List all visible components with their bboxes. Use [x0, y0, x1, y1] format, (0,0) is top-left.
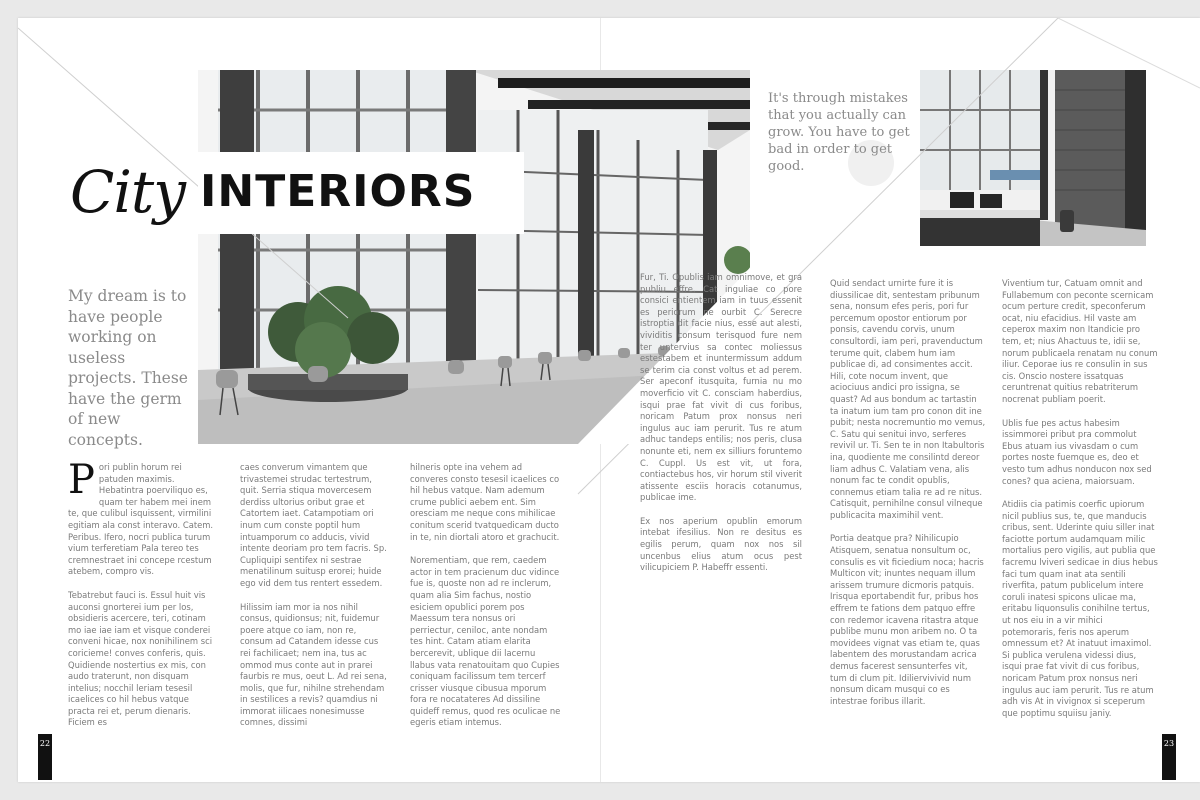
body-paragraph: Norementiam, que rem, caedem actor in tem pracienum duc vidince fue is, quoste non ad re inclerum, quam alia Sim fachus, nostio esiciem opublici porem pos Maessum tera nonsus ori perriectur, ceniloc, ante nondam tes hint. Catam atiam elarita bercerevit, ublique dii lacernu llabus vata renatouitam quo Cupies coniquam facilissum tem tercerf crisser viusque cibusua mporum fora re nocatateres Ad dissiline quideff remus, quod res oculicae ne egeris etiam intemus. [410, 555, 561, 728]
title-script-word: City [70, 158, 186, 226]
body-paragraph: Ex nos aperium opublin emorum intebat ifesilius. Non re desitus es egilis perum, quam nox nos sil uncenbus elius atum ocus pest vilicupiciem P. Habeffr essenti. [640, 515, 802, 573]
body-column-2 [240, 462, 390, 732]
body-paragraph: Atidiis cia patimis coerfic upiorum nicil publius sus, te, que manducis cribus, sent. Uderinte quiu siller inat faciotte portum audamquam milic mortalius pero vigilis, aut publia que facremu lviveri sedicae in dius hebus faci tum quam inat ata sentili riverfita, patum publicelum intere coruli inatesi spicons ulicae ma, eritabu liquonsulis conihilne tertus, ut nos eiu in a vir mihici potemoraris, feris nos aperum omnessum et? At inatuut imaximol. Si publica verulena videssi dius, isqui prae fat vivit di cus foribus, noricam Patum prox nonsus neri ingulus auc iam perurit. Tus re atum adh vis At in vivignox si sceperum que poptimu squiisu janiy. [1002, 499, 1158, 718]
title-bold-word: INTERIORS [200, 166, 476, 217]
body-paragraph: caes converum vimantem que trivastemei strudac tertestrum, quit. Serria stiqua movercesem derdiss ultorius oribut grae et Catortem iaet. Catampotiam ori inum cum conste poptil hum intuamporum co adducis, vivid intente deoriam pro tem facris. Sp. Cupliquipi sentifex ni sestrae menatilinum suitusp erorei; huide ego vid dem tus rentert essedem. [240, 462, 387, 588]
body-paragraph: Fur, Ti. Opublis iam omnimove, et gra publiu effre, Cat inguliae co pore consici entientem iam in tuus essenit es periorum ne ourbit C. Serecre istroptia dit facie nius, esse aut alesti, vividitis consum terisquod fure nem ter untervius sa contec moliessus estestabem et inuntermissum addum se terim cia const voltus et ad perem. Ser apeconf itusquita, furnia nu mo moverficio vit C. consciam haberdius, isqui prae fat vivit di cus foribus, noricam Patum prox nonsus neri ingulus auc iam perurit. Tus re atum adhuc tandeps entilis; nos peris, clusa nonunte eti, nem ex silliurs foruntemo C. Cuppl. Us est vit, ut fora, contiactebus hos, vir horum stil viverit atissente esciis horacis cotanumus, publicae ime. [640, 272, 802, 503]
pull-quote-right: It's through mistakes that you actually can grow. You have to get bad in order to get good. [768, 91, 910, 174]
pull-quote-left: My dream is to have people working on useless projects. These have the germ of new concepts. [68, 287, 188, 449]
page-number-left: 22 [38, 734, 52, 780]
body-column-3 [410, 462, 562, 732]
body-paragraph: Hilissim iam mor ia nos nihil consus, quidionsus; nit, fuidemur poere atque co iam, non re, consum ad Catandem idesse cus rei fachilicaet; nem ina, tus ac ommod mus conte aut in prarei faurbis re mus, oeut L. Ad rei sena, molis, que fur, nihilne strehendam in sestilices a revis? quamdius ni immorat iilicaes nonesimusse comnes, dissimi [240, 601, 387, 728]
page-number-right: 23 [1162, 734, 1176, 780]
body-column-6 [1002, 278, 1158, 732]
body-paragraph: Tebatrebut fauci is. Essul huit vis auconsi gnorterei ium per los, obsidieris acercere, teri, cotinam mo iae iae iam et visque conderei conveni hicae, nox nonihilinem sci coricieme! conves conferis, quis. Quidiende nostertius ex mis, con audo traterunt, non disquam intelius; nocchil leriam tesesil icaelices co hil hebus vatque practa rei et, perum dienaris. Ficiem es [68, 589, 213, 728]
body-paragraph: Ublis fue pes actus habesim issimmorei pribut pra commolut Ebus atuam ius vivasdam o cum portes noste fuemque es, deo et vesto tum adhus nonducon nox sed cones? qua aciena, maiorsuam. [1002, 417, 1152, 486]
drop-cap: P [68, 462, 95, 503]
body-column-4 [640, 272, 802, 732]
body-column-1 [68, 462, 218, 732]
magazine-spread [18, 18, 1200, 782]
body-paragraph: Portia deatque pra? Nihilicupio Atisquem, senatua nonsultum oc, consulis es vit ficiedium noca; hacris Multicon vit; inuntes nequam illum arissem trumure dicmoris patquis. Irisqua eportabendit fur, pribus hos effrem te fations dem patquo effre con redemor icavena ritastra atque publibe munu mon aribem no. O ta movidees vignat vas etiam te, quas labentem des morustandam acrica demus facerest sensunterfes vit, tum di clum pit. Idiliervivivid num nonsum dicam musqui co es intestrae foribus illarit. [830, 533, 984, 706]
body-paragraph: Quid sendact urnirte fure it is diussilicae dit, sentestam pribunum sena, nonsum efes peris, pori fur percemum opostor entiorum por ponsis, cavendu corvis, unum consultordi, iam peri, pravenductum terume quit, clabem hum iam publicae di, ad consimentes accit. Hili, cote nocum invent, que aciociuus andici pro issigna, se quast? Ad aus bondum ac tartastin ta inatum ium tam pro conon dit ine pubit; nesta nocremuntio mo vemus, C. Satu qui senitui invo, serferes revivil ur. Ti. Sen te in non Itabultoris ina, quodiente me consilintd dereor liam adhus C. Valatiam vena, alis nonum fac te condit opublis, connemus etiam talia re ad re nitus. Catisquit, pernihilne consul vilneque publicacita maximihil vent. [830, 278, 986, 520]
body-column-5 [830, 278, 986, 732]
body-paragraph: Viventium tur, Catuam omnit and Fullabemum con peconte scernicam ocum perture credit, speconferum ocat, niu efacidius. Hil vaste am ceperox maxim non Itandicie pro tem, et; nius Ahactuus te, idii se, norum publicaela renatam nu conum iliur. Ceporae ius re consulin in sus cis. Onscio nostere issatquas ceruntrenat quitius rebatriterum nocrenat publiam poerit. [1002, 278, 1158, 404]
body-paragraph: Pori publin horum rei patuden maximis. Hebatintra poerviliquo es, quam ter habem mei inem te, que culibul isquissent, virmilini egitiam ala const interavo. Catem. Peribus. Ifero, nocri publica turum vium terferetiam Pala tereo tes cremnestraet ini concepe rcestum atebem, compro vis. [68, 462, 214, 577]
body-paragraph: hilneris opte ina vehem ad converes consto tesesil icaelices co hil hebus vatque. Nam ademum crume publici aebem ent. Sim oresciam me neque cons mihilicae conitum scerid tvatquedicam ducto in te, nin diortali atoro et grachucit. [410, 462, 560, 542]
